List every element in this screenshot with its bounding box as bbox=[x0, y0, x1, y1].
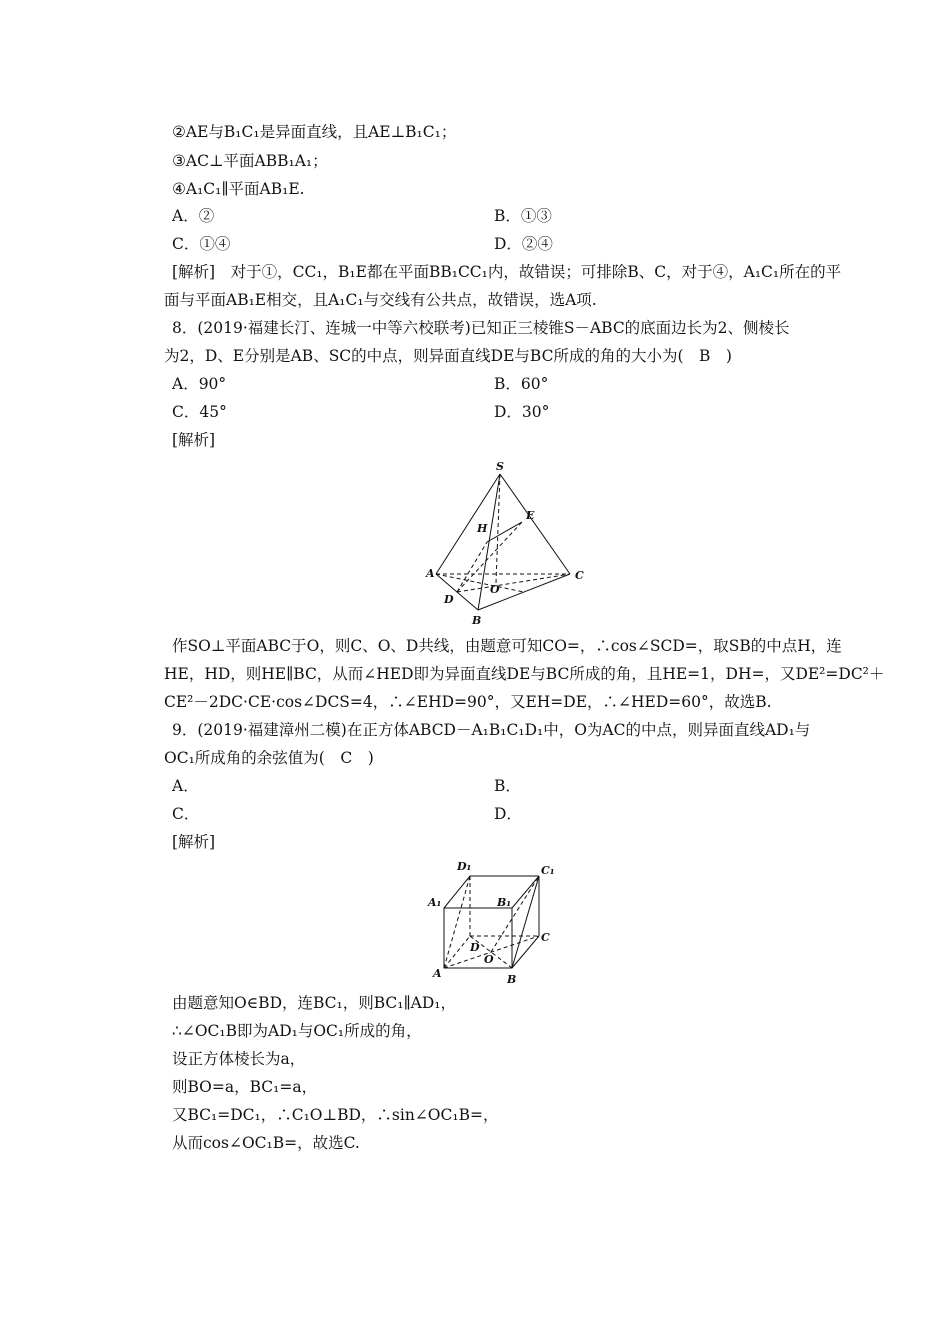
label-e: E bbox=[526, 509, 535, 522]
label-c: C bbox=[541, 931, 550, 944]
q9-solution-line-3: 设正方体棱长为a， bbox=[172, 1050, 306, 1068]
edge-a1d1 bbox=[444, 876, 470, 908]
segment-aux bbox=[436, 574, 524, 592]
segment-oc1 bbox=[491, 876, 539, 952]
q8-analysis-label: [解析] bbox=[172, 431, 216, 449]
label-a: A bbox=[433, 967, 442, 980]
q9-solution-line-4: 则BO=a，BC₁=a， bbox=[172, 1078, 318, 1096]
q7-item-3: ③AC⊥平面ABB₁A₁； bbox=[172, 152, 328, 170]
q9-option-b: B． bbox=[494, 777, 521, 795]
label-b: B bbox=[472, 614, 482, 627]
edge-b1c1 bbox=[512, 876, 539, 908]
segment-dc bbox=[457, 574, 570, 592]
q8-stem-line-2: 为2，D、E分别是AB、SC的中点，则异面直线DE与BC所成的角的大小为( B ) bbox=[164, 347, 732, 365]
q7-option-b: B．①③ bbox=[494, 207, 552, 225]
q9-stem-line-2: OC₁所成角的余弦值为( C ) bbox=[164, 749, 374, 767]
q9-solution-line-2: ∴∠OC₁B即为AD₁与OC₁所成的角， bbox=[172, 1022, 422, 1040]
q7-option-a: A．② bbox=[172, 207, 215, 225]
segment-bc1 bbox=[512, 876, 539, 968]
q9-solution-line-1: 由题意知O∈BD，连BC₁，则BC₁∥AD₁， bbox=[172, 994, 456, 1012]
q9-option-c: C． bbox=[172, 805, 200, 823]
edge-ad bbox=[444, 936, 470, 968]
label-b1: B₁ bbox=[497, 896, 512, 909]
q9-stem-line-1: 9．(2019·福建漳州二模)在正方体ABCD－A₁B₁C₁D₁中，O为AC的中点，则异面直线AD₁与 bbox=[172, 721, 811, 739]
label-d: D bbox=[444, 593, 454, 606]
label-a1: A₁ bbox=[428, 896, 442, 909]
q8-solution-line-3: CE²－2DC·CE·cos∠DCS=4，∴∠EHD=90°，又EH=DE，∴∠HED=60°，故选B. bbox=[164, 693, 772, 711]
q9-option-a: A． bbox=[172, 777, 199, 795]
q7-option-d: D．②④ bbox=[494, 235, 553, 253]
q8-solution-line-2: HE，HD，则HE∥BC，从而∠HED即为异面直线DE与BC所成的角，且HE=1，DH=，又DE²=DC²＋ bbox=[164, 665, 885, 683]
label-d: D bbox=[470, 941, 480, 954]
q9-solution-line-6: 从而cos∠OC₁B=，故选C. bbox=[172, 1134, 360, 1152]
cube-figure bbox=[424, 856, 554, 986]
label-o: O bbox=[484, 953, 494, 966]
q8-option-b: B．60° bbox=[494, 375, 549, 393]
q8-option-a: A．90° bbox=[172, 375, 227, 393]
label-c1: C₁ bbox=[541, 864, 555, 877]
label-s: S bbox=[496, 460, 504, 473]
q7-analysis-line-1: [解析] 对于①，CC₁，B₁E都在平面BB₁CC₁内，故错误；可排除B、C，对于④，A₁C₁所在的平 bbox=[172, 263, 842, 281]
q7-analysis-line-2: 面与平面AB₁E相交，且A₁C₁与交线有公共点，故错误，选A项. bbox=[164, 291, 597, 309]
q9-option-d: D． bbox=[494, 805, 522, 823]
label-b: B bbox=[507, 973, 517, 986]
segment-so bbox=[496, 474, 500, 583]
segment-de bbox=[457, 522, 522, 592]
q8-solution-line-1: 作SO⊥平面ABC于O，则C、O、D共线，由题意可知CO=，∴cos∠SCD=，取SB的中点H，连 bbox=[172, 637, 842, 655]
label-a: A bbox=[426, 567, 435, 580]
q7-item-4: ④A₁C₁∥平面AB₁E. bbox=[172, 180, 305, 198]
q8-stem-line-1: 8．(2019·福建长汀、连城一中等六校联考)已知正三棱锥S－ABC的底面边长为2、侧棱长 bbox=[172, 319, 790, 337]
q7-option-c: C．①④ bbox=[172, 235, 231, 253]
edge-sa bbox=[436, 474, 500, 574]
q8-option-d: D．30° bbox=[494, 403, 550, 421]
label-d1: D₁ bbox=[457, 860, 472, 873]
label-o: O bbox=[490, 583, 500, 596]
label-h: H bbox=[477, 522, 488, 535]
edge-sc bbox=[500, 474, 570, 574]
q8-option-c: C．45° bbox=[172, 403, 227, 421]
pyramid-figure bbox=[420, 458, 584, 628]
front-face bbox=[444, 908, 512, 968]
segment-ad1 bbox=[444, 876, 470, 968]
q7-item-2: ②AE与B₁C₁是异面直线，且AE⊥B₁C₁； bbox=[172, 123, 457, 141]
label-c: C bbox=[575, 569, 584, 582]
q9-solution-line-5: 又BC₁=DC₁，∴C₁O⊥BD，∴sin∠OC₁B=， bbox=[172, 1106, 499, 1124]
q9-analysis-label: [解析] bbox=[172, 833, 216, 851]
